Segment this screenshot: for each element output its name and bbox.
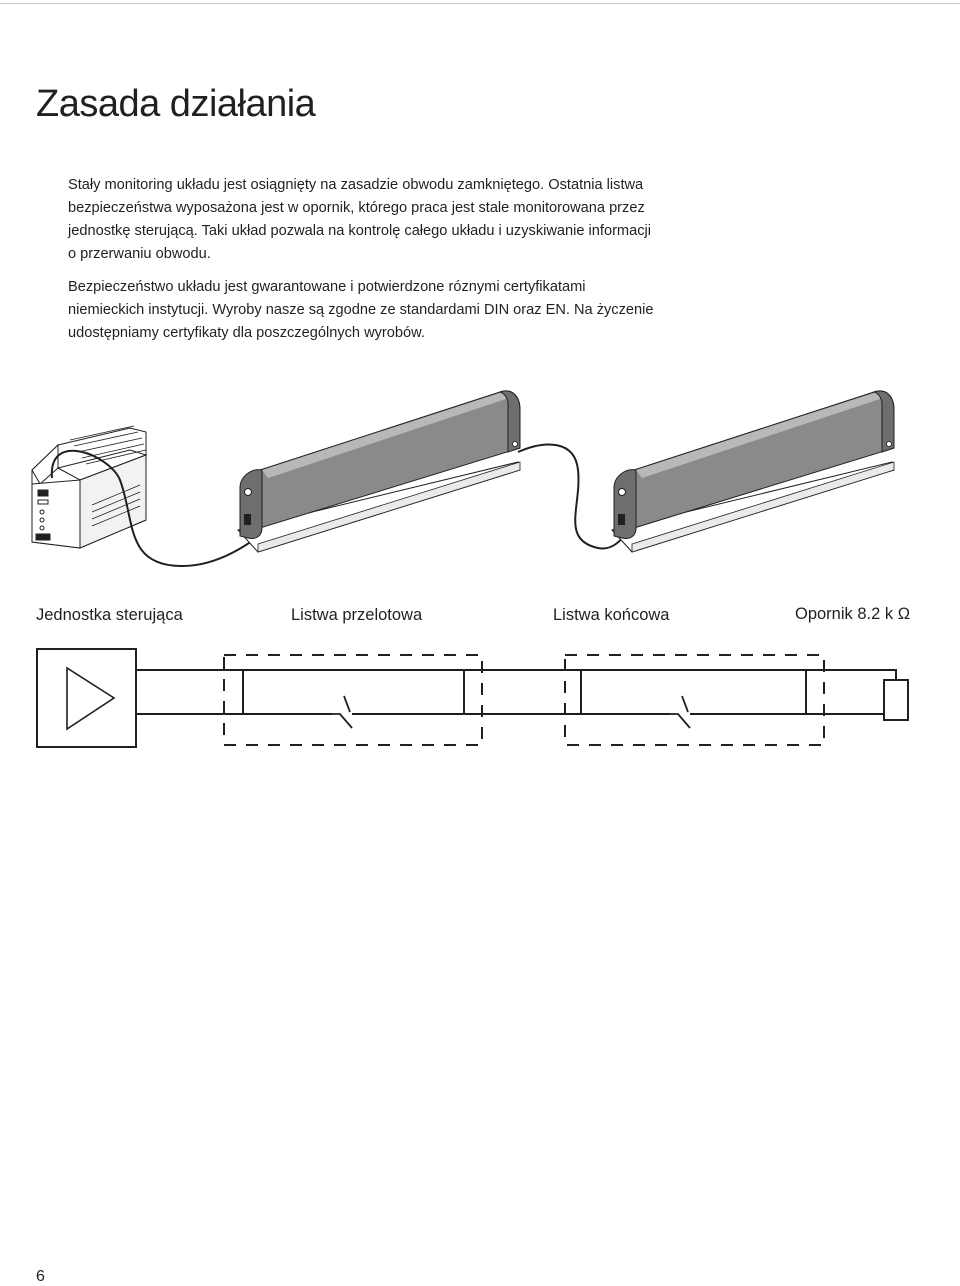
label-control-unit: Jednostka sterująca [36,606,183,624]
control-unit-illustration [32,426,146,548]
switch-1 [332,714,354,728]
top-rule [0,3,960,4]
switch-2 [670,714,692,728]
page-title: Zasada działania [36,83,316,125]
circuit-schematic [0,640,960,760]
paragraph-principle: Stały monitoring układu jest osiągnięty na zasadzie obwodu zamkniętego. Ostatnia listwa bezpieczeństwa wyposażona jest w opornik, którego praca jest stale monitorowana przez jednostkę sterującą. Taki układ pozwala na kontrolę całego układu i uzyskiwanie informacji o przerwaniu obwodu. [68,177,651,262]
paragraph-certificates: Bezpieczeństwo układu jest gwarantowane i potwierdzone róznymi certyfikatami niemieckich instytucji. Wyroby nasze są zgodne ze standardami DIN oraz EN. Na życzenie udostępniamy certyfikaty dla poszczególnych wyrobów. [68,279,654,341]
label-end-strip: Listwa końcowa [553,606,670,624]
control-unit-symbol [37,649,136,747]
label-pass-through-strip: Listwa przelotowa [291,606,423,624]
pass-through-strip-illustration [238,391,520,552]
end-strip-illustration [612,391,894,552]
product-illustration [0,380,960,590]
end-strip-boundary [565,655,824,745]
resistor-symbol [884,680,908,720]
amplifier-triangle-icon [67,668,114,729]
label-resistor: Opornik 8.2 k Ω [795,605,911,623]
page-number: 6 [36,1268,45,1285]
pass-through-strip-boundary [224,655,482,745]
cable-2 [518,445,628,549]
